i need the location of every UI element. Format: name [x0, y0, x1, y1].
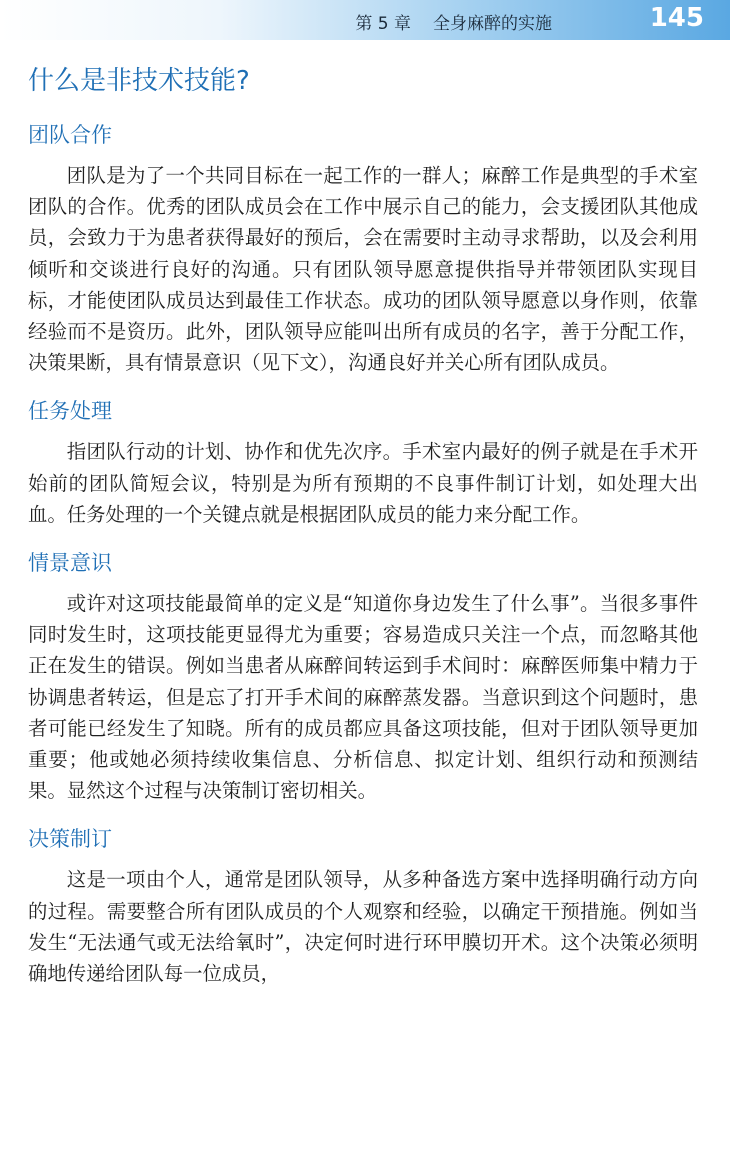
section-heading-teamwork: 团队合作 [28, 123, 112, 147]
section-heading-situation-awareness: 情景意识 [28, 551, 112, 576]
running-header [355, 9, 552, 34]
section-paragraph-situation-awareness: 或许对这项技能最简单的定义是“知道你身边发生了什么事”。当很多事件同时发生时，这项技能更显得尤为重要；容易造成只关注一个点，而忽略其他正在发生的错误。例如当患者从麻醉间转运到手术间时：麻醉医师集中精力于协调患者转运，但是忘了打开手术间的麻醉蒸发器。当意识到这个问题时，患者可能已经发生了知晓。所有的成员都应具备这项技能，但对于团队领导更加重要；他或她必须持续收集信息、分析信息、拟定计划、组织行动和预测结果。显然这个过程与决策制订密切相关。 [28, 592, 698, 803]
section-heading-task-management: 任务处理 [28, 399, 112, 424]
chapter-title: 全身麻醉的实施 [433, 14, 552, 34]
section-paragraph-teamwork: 团队是为了一个共同目标在一起工作的一群人；麻醉工作是典型的手术室团队的合作。优秀的团队成员会在工作中展示自己的能力，会支援团队其他成员，会致力于为患者获得最好的预后，会在需要时主动寻求帮助，以及会利用倾听和交谈进行良好的沟通。只有团队领导愿意提供指导并带领团队实现目标，才能使团队成员达到最佳工作状态。成功的团队领导愿意以身作则，依靠经验而不是资历。此外，团队领导应能叫出所有成员的名字，善于分配工作，决策果断，具有情景意识（见下文），沟通良好并关心所有团队成员。 [28, 164, 698, 375]
section-paragraph-decision-making: 这是一项由个人，通常是团队领导，从多种备选方案中选择明确行动方向的过程。需要整合所有团队成员的个人观察和经验，以确定干预措施。例如当发生“无法通气或无法给氧时”，决定何时进行环甲膜切开术。这个决策必须明确地传递给团队每一位成员， [28, 868, 698, 986]
main-title: 什么是非技术技能? [28, 66, 250, 96]
page-number: 145 [649, 3, 704, 33]
page-body [28, 62, 698, 1007]
page-header [0, 0, 730, 40]
section-heading-decision-making: 决策制订 [28, 827, 112, 852]
chapter-label: 第 5 章 [355, 14, 411, 34]
section-paragraph-task-management: 指团队行动的计划、协作和优先次序。手术室内最好的例子就是在手术开始前的团队简短会议，特别是为所有预期的不良事件制订计划，如处理大出血。任务处理的一个关键点就是根据团队成员的能力来分配工作。 [28, 440, 698, 526]
